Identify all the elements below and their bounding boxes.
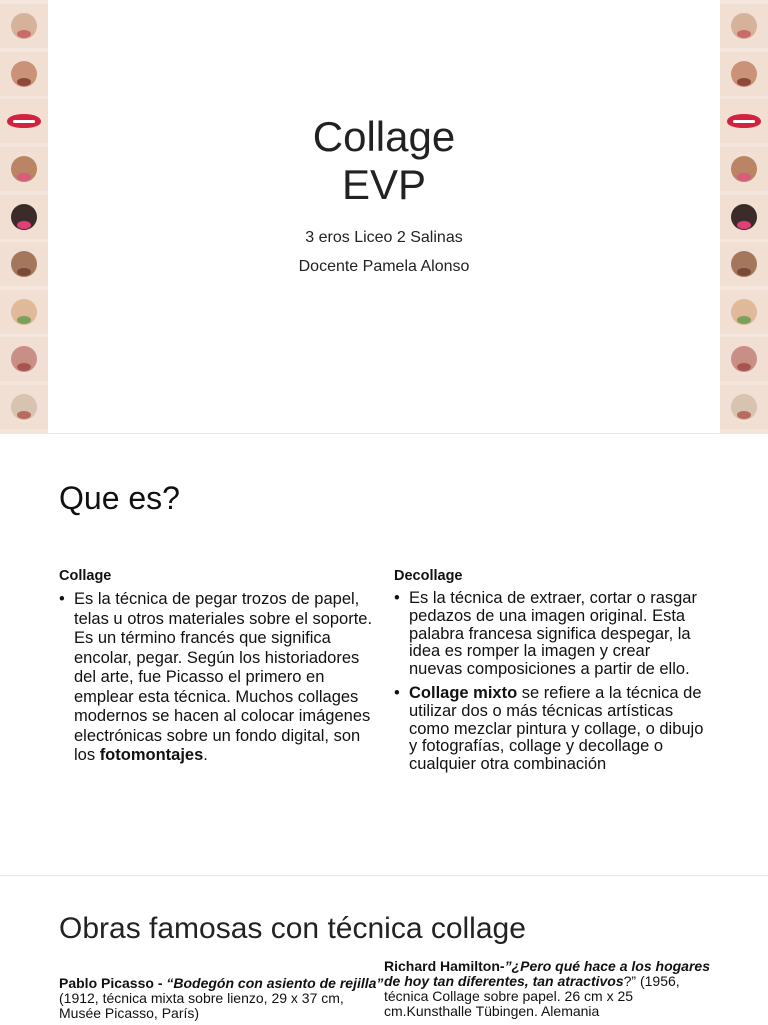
title-line-2: EVP (341, 161, 427, 208)
bullet-text: Es la técnica de pegar trozos de papel, telas u otros materiales sobre el soporte. Es un término francés que significa encolar, pegar. Según los historiadores del arte, fue Picasso el primero en emplear esta técnica. Muchos collages modernos se hacen al colocar imágenes electrónicas sobre un fondo digital, son los (74, 590, 373, 764)
bullet-text: se refiere a la técnica de utilizar dos o más técnicas artísticas como mezclar pintura y collage, o dibujo y fotografías, collage y decollage o cualquier otra combinación (409, 683, 704, 774)
collage-thumb-image (0, 385, 48, 429)
collage-strip-right (720, 0, 768, 433)
collage-thumb-image (720, 385, 768, 429)
slide-heading: Que es? (59, 480, 180, 516)
list-item (59, 590, 379, 766)
collage-thumb-image (0, 4, 48, 48)
famous-works-slide (0, 875, 768, 1025)
collage-thumb-image (720, 290, 768, 334)
bold-term: fotomontajes (99, 746, 204, 764)
column-heading: Collage (59, 568, 112, 584)
collage-strip-left (0, 0, 48, 433)
work-details: ?” (1956, técnica Collage sobre papel. 26 cm x 25 cm.Kunsthalle Tübingen. Alemania (384, 973, 680, 1019)
decollage-column (394, 568, 704, 780)
title-slide (0, 0, 768, 433)
slide-title (0, 113, 768, 209)
list-item (394, 685, 704, 774)
subtitle-teacher: Docente Pamela Alonso (298, 258, 470, 275)
bullet-text-end: . (203, 746, 208, 764)
work-caption-hamilton (384, 959, 714, 1019)
collage-thumb-image (0, 52, 48, 96)
work-details: (1912, técnica mixta sobre lienzo, 29 x 37 cm, Musée Picasso, París) (59, 990, 344, 1021)
work-caption-picasso (59, 976, 384, 1021)
title-line-1: Collage (312, 113, 456, 160)
artist-name: Richard Hamilton- (384, 958, 505, 974)
work-title: “Bodegón con asiento de rejilla” (166, 975, 384, 991)
definition-slide (0, 433, 768, 876)
bullet-list (394, 590, 704, 774)
bold-term: Collage mixto (409, 683, 518, 702)
collage-thumb-image (0, 337, 48, 381)
work-title: ”¿Pero qué hace a los hogares de hoy tan diferentes, tan atractivos (384, 958, 710, 989)
artist-name: Pablo Picasso - (59, 975, 167, 991)
subtitle-class: 3 eros Liceo 2 Salinas (305, 229, 463, 246)
slide-heading: Obras famosas con técnica collage (59, 912, 526, 945)
collage-thumb-image (720, 4, 768, 48)
list-item: • Es la técnica de extraer, cortar o rasgar pedazos de una imagen original. Esta palabra francesa significa despegar, la idea es romper la imagen y crear nuevas composiciones a partir de ello. (394, 590, 704, 679)
bullet-list (59, 590, 379, 766)
collage-thumb-image (720, 52, 768, 96)
collage-thumb-image (720, 337, 768, 381)
collage-column (59, 568, 379, 772)
column-heading: Decollage (394, 568, 463, 584)
collage-thumb-image (0, 290, 48, 334)
